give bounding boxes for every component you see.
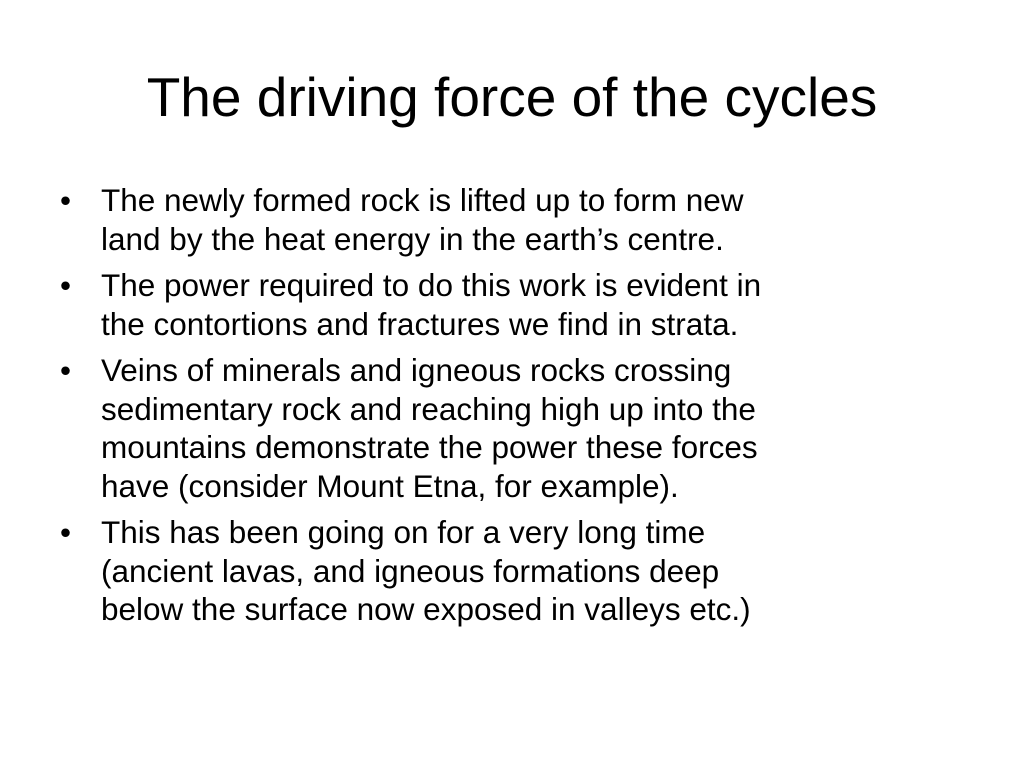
bullet-list [60,181,960,637]
bullet-icon: • [60,352,72,388]
bullet-item [60,351,960,505]
bullet-item [60,513,960,629]
bullet-icon: • [60,267,72,303]
bullet-icon: • [60,182,72,218]
bullet-line: sedimentary rock and reaching high up into the [101,390,756,427]
bullet-line: the contortions and fractures we find in strata. [101,305,739,342]
bullet-line: The power required to do this work is evident in [101,267,762,303]
bullet-line: The newly formed rock is lifted up to form new [101,182,744,218]
bullet-line: land by the heat energy in the earth’s centre. [101,220,724,257]
bullet-line: have (consider Mount Etna, for example). [101,467,679,504]
bullet-item [60,181,960,258]
slide-title: The driving force of the cycles [146,66,878,128]
bullet-line: below the surface now exposed in valleys etc.) [101,591,751,627]
bullet-item [60,266,960,343]
bullet-line: (ancient lavas, and igneous formations deep [101,552,720,589]
bullet-line: Veins of minerals and igneous rocks crossing [101,352,732,388]
bullet-icon: • [60,514,72,550]
bullet-line: This has been going on for a very long time [101,514,706,550]
bullet-line: mountains demonstrate the power these forces [101,429,758,465]
